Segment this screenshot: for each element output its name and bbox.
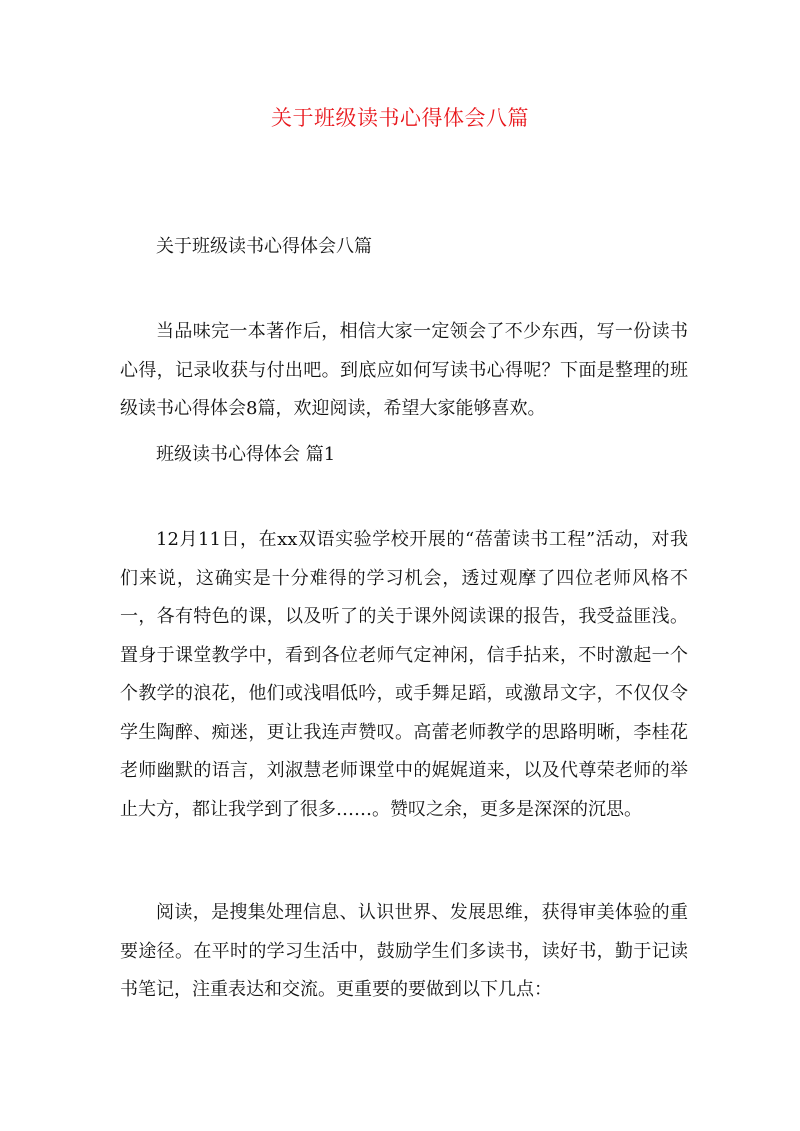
body-paragraph-block-2 (120, 894, 688, 1010)
document-title: 关于班级读书心得体会八篇 (271, 106, 529, 130)
document-subtitle: 关于班级读书心得体会八篇 (156, 236, 372, 257)
body-paragraph-block-1 (120, 521, 688, 829)
body-paragraph: 12月11日，在xx双语实验学校开展的“蓓蕾读书工程”活动，对我们来说，这确实是十分难得的学习机会，透过观摩了四位老师风格不一，各有特色的课，以及听了的关于课外阅读课的报告，我受益匪浅。置身于课堂教学中，看到各位老师气定神闲，信手拈来，不时激起一个个教学的浪花，他们或浅唱低吟，或手舞足蹈，或激昂文字，不仅仅令学生陶醉、痴迷，更让我连声赞叹。高蕾老师教学的思路明晰，李桂花老师幽默的语言，刘淑慧老师课堂中的娓娓道来，以及代尊荣老师的举止大方，都让我学到了很多……。赞叹之余，更多是深深的沉思。 (120, 529, 688, 820)
section-heading: 班级读书心得体会 篇1 (156, 444, 336, 465)
intro-block (120, 313, 688, 429)
intro-paragraph: 当品味完一本著作后，相信大家一定领会了不少东西，写一份读书心得，记录收获与付出吧。到底应如何写读书心得呢？下面是整理的班级读书心得体会8篇，欢迎阅读，希望大家能够喜欢。 (120, 321, 688, 419)
section-heading-block (120, 436, 688, 475)
body-paragraph: 阅读，是搜集处理信息、认识世界、发展思维，获得审美体验的重要途径。在平时的学习生活中，鼓励学生们多读书，读好书，勤于记读书笔记，注重表达和交流。更重要的要做到以下几点： (120, 902, 688, 1000)
document-subtitle-block (120, 228, 688, 267)
